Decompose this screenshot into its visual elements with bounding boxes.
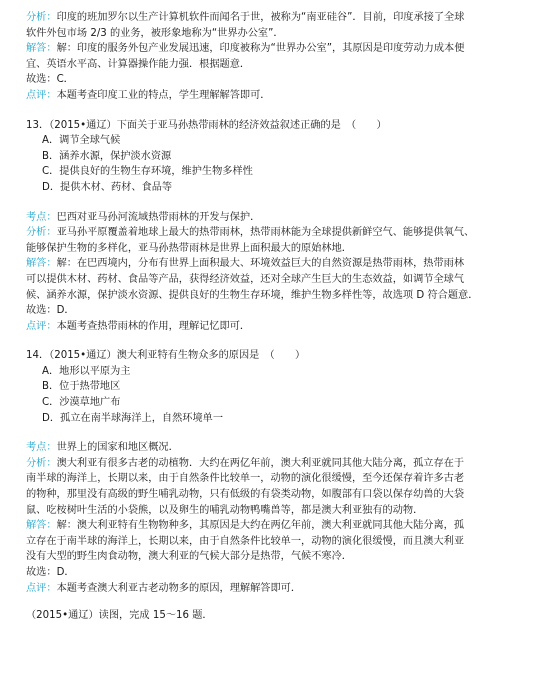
answer-line: 立存在于南半球的海洋上，长期以来，由于自然条件比较单一，动物的演化很缓慢，而且澳大利亚 bbox=[26, 535, 465, 547]
answer-line: 解答：解：澳大利亚特有生物物种多，其原因是大约在两亿年前，澳大利亚就同其他大陆分离，孤 bbox=[26, 520, 465, 532]
choice-label: 故选： bbox=[26, 74, 57, 86]
answer-line: 宜、英语水平高、计算器操作能力强．根据题意． bbox=[26, 58, 251, 70]
analysis-line: 分析：亚马孙平原覆盖着地球上最大的热带雨林，热带雨林能为全球提供新鲜空气、能够提供氧气、 bbox=[26, 227, 475, 239]
analysis-label: 分析： bbox=[26, 227, 57, 239]
analysis-label: 分析： bbox=[26, 457, 57, 469]
previous-question-solution bbox=[26, 10, 522, 104]
point-line: 考点：巴西对亚马孙河流域热带雨林的开发与保护． bbox=[26, 211, 261, 223]
option-a: A．地形以平原为主 bbox=[42, 365, 131, 377]
question-stem: 13．（2015•通辽）下面关于亚马孙热带雨林的经济效益叙述正确的是 （ ） bbox=[26, 119, 387, 131]
point-line: 考点：世界上的国家和地区概况． bbox=[26, 442, 179, 454]
answer-line: 解答：解：印度的服务外包产业发展迅速，印度被称为“世界办公室”，其原因是印度劳动力成本便 bbox=[26, 43, 465, 55]
comment-label: 点评： bbox=[26, 320, 57, 332]
choice-value: C． bbox=[56, 74, 74, 86]
question-14 bbox=[26, 348, 522, 596]
choice-value: D． bbox=[56, 305, 75, 317]
option-d: D．提供木材、药材、食品等 bbox=[42, 181, 173, 193]
answer-line: 可以提供木材、药材、食品等产品，获得经济效益，还对全球产生巨大的生态效益，如调节全球气 bbox=[26, 273, 465, 285]
answer-line: 解答：解：在巴西境内，分布有世界上面积最大、环境效益巨大的自然资源是热带雨林，热带雨林 bbox=[26, 258, 465, 270]
comment-label: 点评： bbox=[26, 89, 57, 101]
option-c: C．沙漠草地广布 bbox=[42, 397, 121, 409]
choice-label: 故选： bbox=[26, 567, 57, 578]
analysis-line: 分析：印度的班加罗尔以生产计算机软件而闻名于世，被称为“南亚硅谷”．目前，印度承接了全球 bbox=[26, 12, 465, 23]
answer-line: 没有大型的野生肉食动物，澳大利亚的气候大部分是热带，气候不寒冷． bbox=[26, 551, 352, 563]
analysis-line: 的物种，那里没有高级的野生哺乳动物，只有低级的有袋类动物，如腹部有口袋以保存幼兽的大袋 bbox=[26, 489, 465, 501]
analysis-line: 分析：澳大利亚有很多古老的动植物．大约在两亿年前，澳大利亚就同其他大陆分离，孤立存在于 bbox=[26, 457, 465, 469]
answer-label: 解答： bbox=[26, 520, 57, 532]
choice-label: 故选： bbox=[26, 305, 57, 317]
option-b: B．位于热带地区 bbox=[42, 381, 121, 393]
choice-value: D． bbox=[56, 567, 75, 578]
analysis-line: 南半球的海洋上，长期以来，由于自然条件比较单一，动物的演化很缓慢，至今还保存着许多古老 bbox=[26, 473, 465, 485]
answer-line: 候、涵养水源，保护淡水资源、提供良好的生物生存环境，维护生物多样性等，故选项 D 符合题意． bbox=[26, 289, 479, 301]
option-b: B．涵养水源，保护淡水资源 bbox=[42, 150, 172, 162]
question-13 bbox=[26, 118, 522, 335]
option-c: C．提供良好的生物生存环境，维护生物多样性 bbox=[42, 166, 253, 178]
next-section-heading: （2015•通辽）读图，完成 15～16 题． bbox=[26, 610, 213, 622]
choice-line bbox=[26, 565, 522, 581]
comment-line: 点评：本题考查印度工业的特点，学生理解解答即可． bbox=[26, 89, 271, 101]
answer-label: 解答： bbox=[26, 43, 57, 55]
analysis-line: 软件外包市场 2/3 的业务，被形象地称为“世界办公室”． bbox=[26, 27, 284, 39]
analysis-line: 能够保护生物的多样化，亚马孙热带雨林是世界上面积最大的原始林地． bbox=[26, 242, 352, 254]
point-label: 考点： bbox=[26, 211, 57, 223]
comment-line: 点评：本题考查热带雨林的作用，理解记忆即可． bbox=[26, 320, 251, 332]
comment-line: 点评：本题考查澳大利亚古老动物多的原因，理解解答即可． bbox=[26, 582, 302, 594]
question-stem: 14．（2015•通辽）澳大利亚特有生物众多的原因是 （ ） bbox=[26, 350, 306, 362]
answer-label: 解答： bbox=[26, 258, 57, 270]
option-a: A．调节全球气候 bbox=[42, 135, 121, 147]
choice-line bbox=[26, 303, 522, 319]
choice-line bbox=[26, 72, 522, 88]
analysis-label: 分析： bbox=[26, 12, 57, 23]
analysis-line: 鼠、吃桉树叶生活的小袋熊，以及卵生的哺乳动物鸭嘴兽等，都是澳大利亚独有的动物． bbox=[26, 504, 424, 516]
point-label: 考点： bbox=[26, 442, 57, 454]
comment-label: 点评： bbox=[26, 582, 57, 594]
option-d: D．孤立在南半球海洋上，自然环境单一 bbox=[42, 412, 224, 424]
